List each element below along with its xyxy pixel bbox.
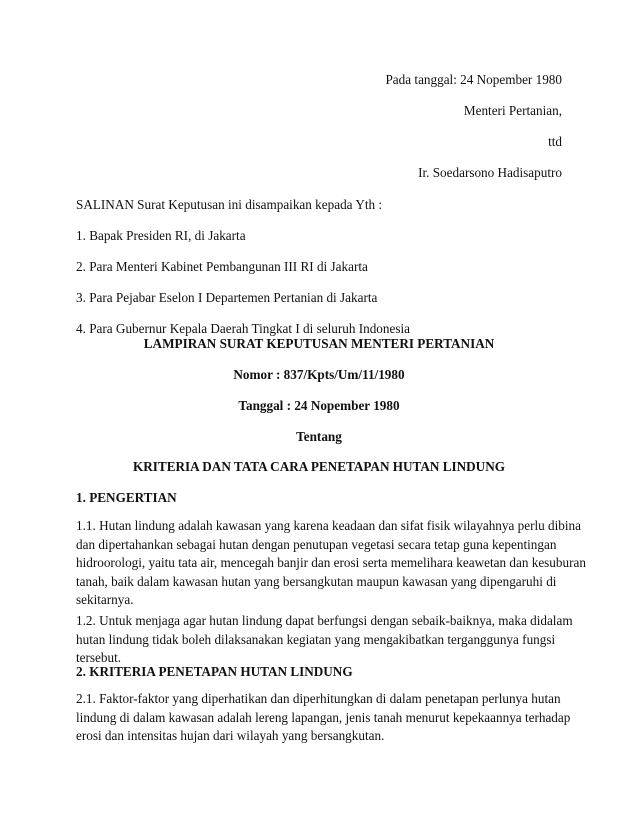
signature-date: Pada tanggal: 24 Nopember 1980 xyxy=(385,72,562,87)
paragraph-1-2 xyxy=(76,612,573,668)
paragraph-line: 1.2. Untuk menjaga agar hutan lindung dapat berfungsi dengan sebaik-baiknya, maka didalam xyxy=(76,613,573,628)
paragraph-line: 2.1. Faktor-faktor yang diperhatikan dan diperhitungkan di dalam penetapan perlunya hutan xyxy=(76,691,561,706)
signature-ttd: ttd xyxy=(548,134,562,149)
paragraph-line: hutan lindung tidak boleh dilaksanakan kegiatan yang mengakibatkan terganggunya fungsi xyxy=(76,631,556,647)
salinan-item: 1. Bapak Presiden RI, di Jakarta xyxy=(76,228,246,243)
paragraph-line: tersebut. xyxy=(76,650,122,665)
paragraph-line: dan dipertahankan sebagai hutan dengan penutupan vegetasi secara tetap guna kepentingan xyxy=(76,536,557,552)
lampiran-tanggal: Tanggal : 24 Nopember 1980 xyxy=(238,398,400,413)
paragraph-line: hidroorologi, yaitu tata air, mencegah banjir dan erosi serta memelihara keawetan dan kesuburan xyxy=(76,555,586,570)
paragraph-line: lindung di dalam kawasan adalah lereng lapangan, jenis tanah menurut kepekaannya terhadap xyxy=(76,709,571,725)
section-heading: 1. PENGERTIAN xyxy=(76,490,177,505)
signature-name: Ir. Soedarsono Hadisaputro xyxy=(418,165,562,180)
lampiran-heading: LAMPIRAN SURAT KEPUTUSAN MENTERI PERTANIAN xyxy=(143,336,495,351)
paragraph-line: tanah, baik dalam kawasan hutan yang bersangkutan maupun kawasan yang dipengaruhi di xyxy=(76,573,557,589)
lampiran-tentang: Tentang xyxy=(296,429,342,444)
signature-title: Menteri Pertanian, xyxy=(463,103,562,118)
paragraph-2-1 xyxy=(76,690,571,746)
paragraph-line: sekitarnya. xyxy=(76,592,134,607)
salinan-intro: SALINAN Surat Keputusan ini disampaikan kepada Yth : xyxy=(76,197,383,212)
paragraph-1-1 xyxy=(76,517,586,610)
lampiran-subject: KRITERIA DAN TATA CARA PENETAPAN HUTAN LINDUNG xyxy=(133,459,505,474)
salinan-item: 4. Para Gubernur Kepala Daerah Tingkat I di seluruh Indonesia xyxy=(76,321,410,336)
section-heading: 2. KRITERIA PENETAPAN HUTAN LINDUNG xyxy=(76,664,353,679)
paragraph-line: erosi dan intensitas hujan dari wilayah yang bersangkutan. xyxy=(76,728,385,743)
salinan-item: 2. Para Menteri Kabinet Pembangunan III RI di Jakarta xyxy=(76,259,368,274)
paragraph-line: 1.1. Hutan lindung adalah kawasan yang karena keadaan dan sifat fisik wilayahnya perlu dibina xyxy=(76,518,581,533)
salinan-item: 3. Para Pejabar Eselon I Departemen Pertanian di Jakarta xyxy=(76,290,378,305)
lampiran-nomor: Nomor : 837/Kpts/Um/11/1980 xyxy=(233,367,405,382)
